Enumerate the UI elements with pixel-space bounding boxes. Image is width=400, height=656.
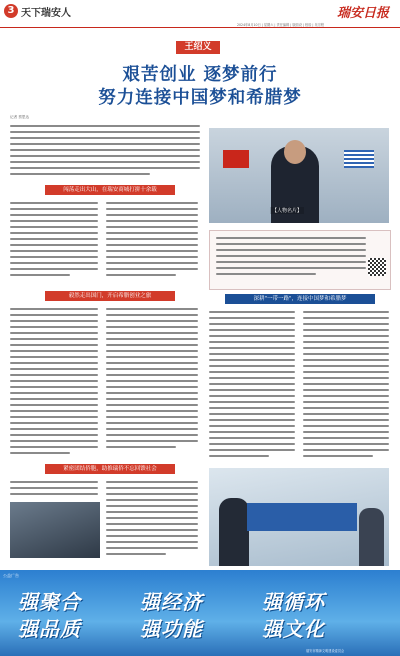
subhead-2: 毅然走出国门，开启希腊创业之旅 — [45, 291, 175, 301]
subhead-3: 紧密团结侨胞，助推瑞侨不忘回馈社会 — [45, 464, 175, 474]
subhead-right: 深耕"一带一路"，连接中国梦和希腊梦 — [225, 294, 375, 304]
subhead-1: 闯荡走出大山，在瑞安商城打拼十余载 — [45, 185, 175, 195]
slogan-6: 强文化 — [262, 617, 325, 641]
slogan-2: 强经济 — [140, 590, 203, 614]
ad-footer: 瑞安市精神文明建设委员会 — [306, 649, 345, 653]
section-number-badge: 3 — [4, 4, 18, 18]
profile-card — [209, 230, 391, 290]
headline-line-1: 艰苦创业 逐梦前行 — [122, 65, 278, 85]
ad-label: 公益广告 — [3, 573, 19, 578]
headline-line-2: 努力连接中国梦和希腊梦 — [98, 88, 302, 108]
event-photo-right — [209, 468, 389, 566]
slogan-5: 强功能 — [140, 617, 203, 641]
article-kicker: 王绍义 — [176, 41, 220, 54]
slogan-4: 强品质 — [18, 617, 81, 641]
profile-card-label: 【人物名片】 — [272, 208, 303, 214]
byline: 记者 蔡思达 — [10, 115, 30, 119]
header-divider — [0, 27, 400, 28]
newspaper-masthead: 瑞安日报 — [337, 6, 390, 21]
event-photo-left — [10, 502, 100, 558]
qr-code-icon — [368, 258, 386, 276]
slogan-3: 强循环 — [262, 590, 325, 614]
section-title: 天下瑞安人 — [21, 8, 71, 19]
slogan-1: 强聚合 — [18, 590, 81, 614]
issue-info: 2024年8月10日 | 星期六 | 责任编辑 | 版面设 | 校检 | 吴宗程 — [237, 23, 325, 27]
